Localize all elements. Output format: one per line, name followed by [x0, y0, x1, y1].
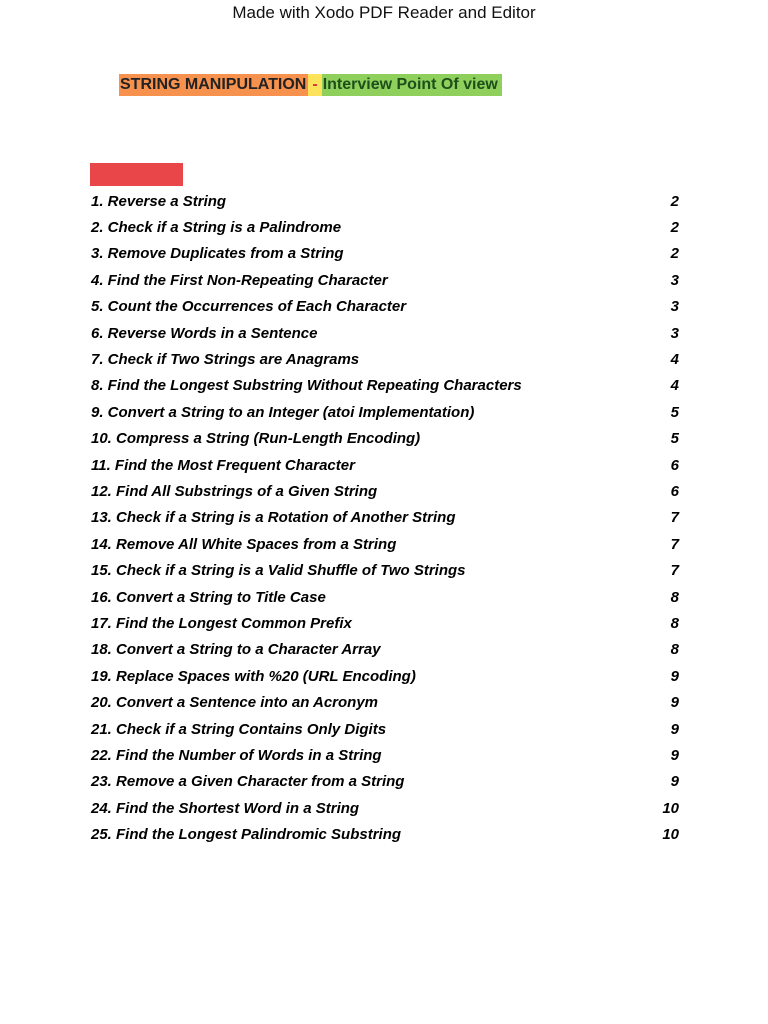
toc-item[interactable] — [91, 373, 679, 399]
toc-item[interactable] — [91, 188, 679, 214]
heading-separator: - — [308, 74, 321, 96]
toc-item-page-number: 4 — [670, 377, 679, 395]
toc-item-page-number: 9 — [670, 746, 679, 764]
toc-item-page-number: 3 — [670, 324, 679, 342]
toc-item-title: 15. Check if a String is a Valid Shuffle of Two Strings — [91, 562, 466, 580]
redaction-bar — [90, 163, 183, 186]
document-heading — [119, 74, 502, 96]
toc-item-page-number: 10 — [662, 826, 679, 844]
toc-item[interactable] — [91, 742, 679, 768]
toc-item[interactable] — [91, 320, 679, 346]
toc-item-title: 18. Convert a String to a Character Array — [91, 641, 381, 659]
toc-item-page-number: 7 — [670, 535, 679, 553]
toc-item[interactable] — [91, 689, 679, 715]
watermark-text: Made with Xodo PDF Reader and Editor — [232, 3, 536, 22]
toc-item[interactable] — [91, 346, 679, 372]
toc-item-title: 21. Check if a String Contains Only Digits — [91, 720, 387, 738]
toc-item-title: 22. Find the Number of Words in a String — [91, 746, 382, 764]
toc-item[interactable] — [91, 716, 679, 742]
toc-item-page-number: 5 — [670, 430, 679, 448]
toc-item-page-number: 9 — [670, 694, 679, 712]
toc-item-page-number: 6 — [670, 482, 679, 500]
toc-item-title: 11. Find the Most Frequent Character — [91, 456, 355, 474]
toc-item-title: 16. Convert a String to Title Case — [91, 588, 326, 606]
toc-item[interactable] — [91, 663, 679, 689]
toc-item-page-number: 5 — [670, 403, 679, 421]
toc-item-title: 13. Check if a String is a Rotation of Another String — [91, 509, 456, 527]
toc-item[interactable] — [91, 637, 679, 663]
toc-item[interactable] — [91, 531, 679, 557]
toc-item-page-number: 8 — [670, 588, 679, 606]
toc-item-title: 19. Replace Spaces with %20 (URL Encoding) — [91, 667, 416, 685]
toc-item[interactable] — [91, 769, 679, 795]
toc-item-title: 17. Find the Longest Common Prefix — [91, 614, 352, 632]
toc-item-title: 25. Find the Longest Palindromic Substring — [91, 826, 402, 844]
toc-item-title: 7. Check if Two Strings are Anagrams — [91, 351, 360, 369]
toc-item-page-number: 3 — [670, 298, 679, 316]
toc-item[interactable] — [91, 294, 679, 320]
toc-item-title: 4. Find the First Non-Repeating Character — [91, 271, 388, 289]
toc-item[interactable] — [91, 610, 679, 636]
toc-item-page-number: 2 — [670, 245, 679, 263]
toc-item-page-number: 8 — [670, 614, 679, 632]
toc-item[interactable] — [91, 267, 679, 293]
heading-topic: STRING MANIPULATION — [119, 74, 308, 96]
toc-item-page-number: 2 — [670, 219, 679, 237]
toc-item-page-number: 9 — [670, 773, 679, 791]
toc-item[interactable] — [91, 557, 679, 583]
toc-item-title: 20. Convert a Sentence into an Acronym — [91, 694, 379, 712]
toc-item-title: 14. Remove All White Spaces from a String — [91, 535, 397, 553]
table-of-contents — [91, 188, 679, 848]
toc-item-title: 2. Check if a String is a Palindrome — [91, 219, 342, 237]
toc-item-page-number: 9 — [670, 667, 679, 685]
toc-item-title: 8. Find the Longest Substring Without Repeating Characters — [91, 377, 522, 395]
toc-item[interactable] — [91, 821, 679, 847]
toc-item-page-number: 10 — [662, 799, 679, 817]
toc-item-title: 12. Find All Substrings of a Given String — [91, 482, 378, 500]
heading-subtitle: Interview Point Of view — [322, 74, 502, 96]
toc-item-title: 10. Compress a String (Run-Length Encoding) — [91, 430, 421, 448]
toc-item-page-number: 4 — [670, 351, 679, 369]
toc-item[interactable] — [91, 505, 679, 531]
toc-item-page-number: 9 — [670, 720, 679, 738]
toc-item[interactable] — [91, 795, 679, 821]
toc-item-page-number: 8 — [670, 641, 679, 659]
toc-item[interactable] — [91, 214, 679, 240]
toc-item-page-number: 6 — [670, 456, 679, 474]
toc-item-page-number: 7 — [670, 562, 679, 580]
toc-item-page-number: 3 — [670, 271, 679, 289]
toc-item[interactable] — [91, 426, 679, 452]
toc-item[interactable] — [91, 478, 679, 504]
toc-item-title: 6. Reverse Words in a Sentence — [91, 324, 318, 342]
toc-item-page-number: 7 — [670, 509, 679, 527]
toc-item-page-number: 2 — [670, 192, 679, 210]
toc-item-title: 3. Remove Duplicates from a String — [91, 245, 344, 263]
toc-item-title: 9. Convert a String to an Integer (atoi Implementation) — [91, 403, 475, 421]
toc-item[interactable] — [91, 399, 679, 425]
toc-item-title: 5. Count the Occurrences of Each Character — [91, 298, 407, 316]
toc-item[interactable] — [91, 241, 679, 267]
toc-item[interactable] — [91, 452, 679, 478]
toc-item-title: 23. Remove a Given Character from a String — [91, 773, 405, 791]
toc-item[interactable] — [91, 584, 679, 610]
toc-item-title: 24. Find the Shortest Word in a String — [91, 799, 360, 817]
toc-item-title: 1. Reverse a String — [91, 192, 227, 210]
